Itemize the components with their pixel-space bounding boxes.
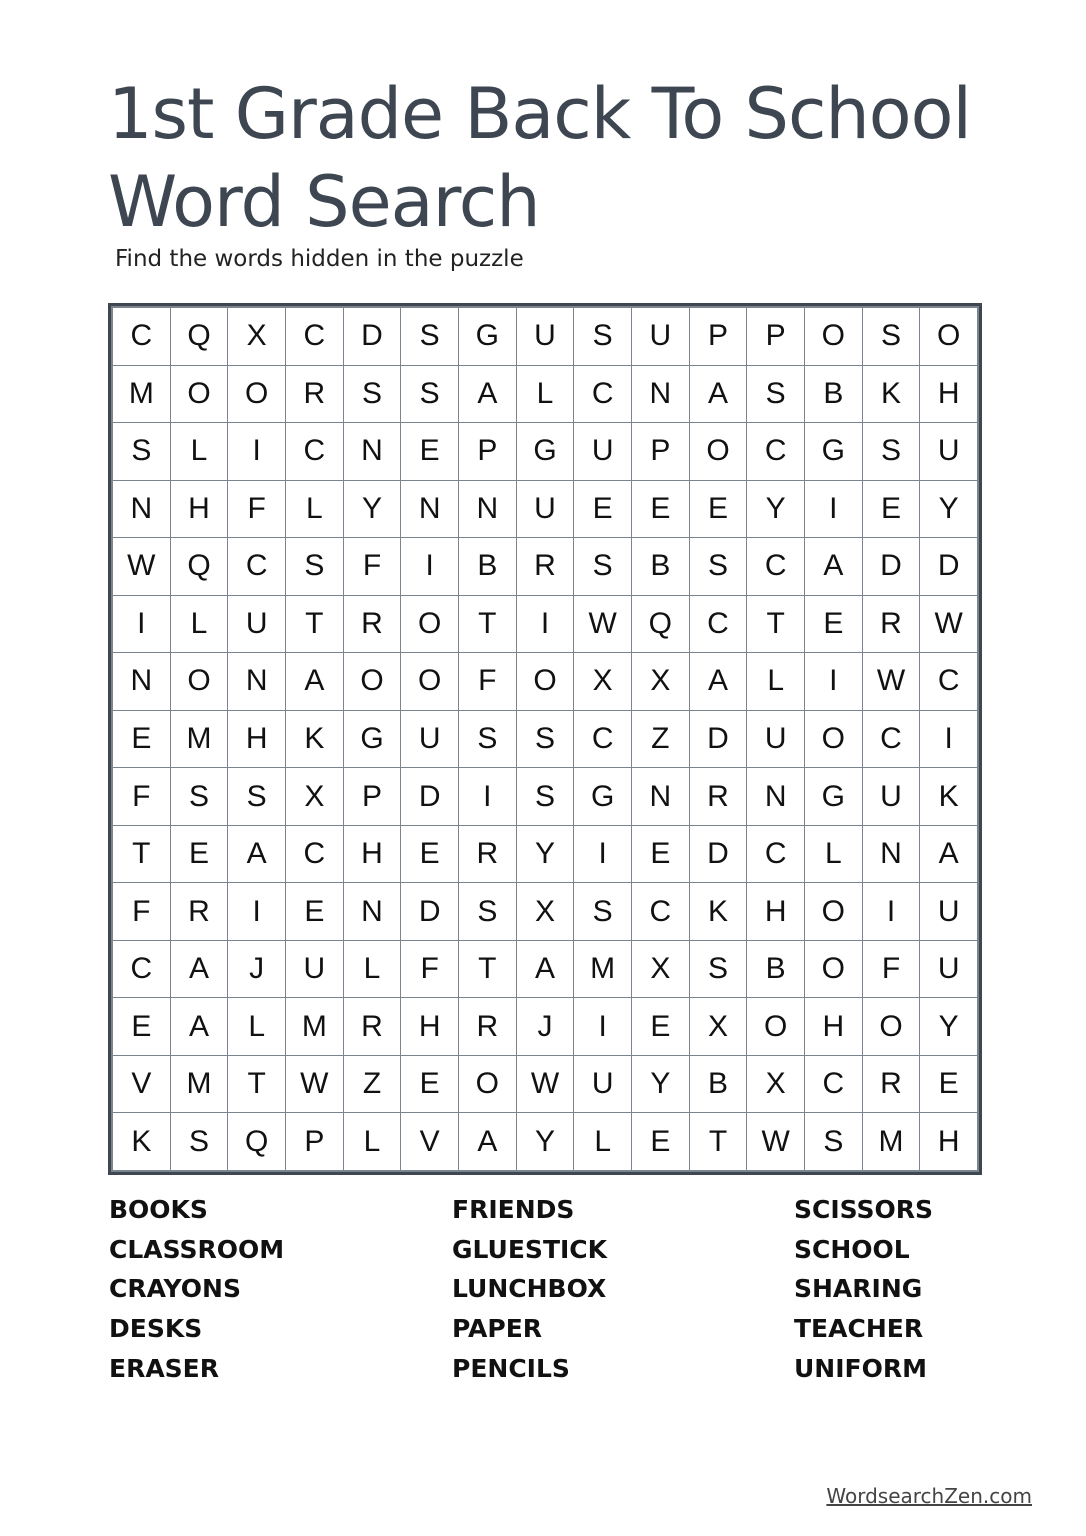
grid-cell[interactable]: F (113, 883, 170, 940)
grid-cell[interactable]: E (920, 1056, 977, 1113)
grid-cell[interactable]: E (632, 998, 689, 1055)
grid-cell[interactable]: C (228, 538, 285, 595)
word-list-item: SCHOOL (794, 1234, 910, 1264)
grid-cell[interactable]: S (228, 768, 285, 825)
grid-cell[interactable]: X (286, 768, 343, 825)
grid-cell[interactable]: U (517, 481, 574, 538)
grid-cell[interactable]: L (574, 1113, 631, 1170)
grid-cell[interactable]: E (632, 1113, 689, 1170)
grid-cell[interactable]: W (517, 1056, 574, 1113)
grid-cell[interactable]: O (690, 423, 747, 480)
grid-cell[interactable]: C (863, 711, 920, 768)
word-list-item: PAPER (452, 1314, 543, 1344)
grid-cell[interactable]: V (113, 1056, 170, 1113)
grid-cell[interactable]: R (459, 998, 516, 1055)
grid-cell[interactable]: G (805, 768, 862, 825)
grid-cell[interactable]: A (459, 366, 516, 423)
grid-cell[interactable]: C (574, 366, 631, 423)
grid-cell[interactable]: L (228, 998, 285, 1055)
grid-cell[interactable]: H (228, 711, 285, 768)
grid-cell[interactable]: I (113, 596, 170, 653)
grid-cell[interactable]: H (920, 366, 977, 423)
grid-cell[interactable]: C (286, 308, 343, 365)
grid-cell[interactable]: R (863, 1056, 920, 1113)
grid-cell[interactable]: Y (632, 1056, 689, 1113)
grid-cell[interactable]: R (690, 768, 747, 825)
grid-cell[interactable]: C (113, 941, 170, 998)
word-list-column-2 (452, 1190, 607, 1389)
grid-cell[interactable]: W (113, 538, 170, 595)
grid-cell[interactable]: G (517, 423, 574, 480)
grid-cell[interactable]: H (747, 883, 804, 940)
grid-cell[interactable]: B (459, 538, 516, 595)
grid-cell[interactable]: N (344, 423, 401, 480)
grid-cell[interactable]: P (286, 1113, 343, 1170)
grid-cell[interactable]: C (747, 538, 804, 595)
word-list-item: DESKS (109, 1314, 203, 1344)
word-list-item: FRIENDS (452, 1195, 575, 1224)
title-line-1: 1st Grade Back To School (108, 73, 971, 155)
grid-cell[interactable]: N (632, 768, 689, 825)
grid-cell[interactable]: Y (517, 1113, 574, 1170)
grid-cell[interactable]: J (228, 941, 285, 998)
grid-cell[interactable]: O (517, 653, 574, 710)
grid-cell[interactable]: D (920, 538, 977, 595)
grid-cell[interactable]: E (171, 826, 228, 883)
grid-cell[interactable]: C (113, 308, 170, 365)
grid-cell[interactable]: F (401, 941, 458, 998)
grid-cell[interactable]: X (747, 1056, 804, 1113)
grid-cell[interactable]: D (344, 308, 401, 365)
grid-cell[interactable]: U (574, 423, 631, 480)
grid-cell[interactable]: S (863, 308, 920, 365)
grid-cell[interactable]: I (228, 883, 285, 940)
grid-cell[interactable]: I (920, 711, 977, 768)
grid-cell[interactable]: S (401, 366, 458, 423)
grid-cell[interactable]: O (747, 998, 804, 1055)
grid-cell[interactable]: I (228, 423, 285, 480)
grid-cell[interactable]: U (920, 941, 977, 998)
word-list-item: SHARING (794, 1274, 923, 1304)
grid-cell[interactable]: W (920, 596, 977, 653)
grid-cell[interactable]: M (171, 711, 228, 768)
grid-cell[interactable]: B (632, 538, 689, 595)
grid-cell[interactable]: Y (344, 481, 401, 538)
grid-cell[interactable]: F (459, 653, 516, 710)
grid-cell[interactable]: Q (171, 308, 228, 365)
word-list-column-3 (794, 1190, 933, 1389)
grid-cell[interactable]: Y (920, 481, 977, 538)
grid-cell[interactable]: P (690, 308, 747, 365)
grid-cell[interactable]: C (632, 883, 689, 940)
grid-cell[interactable]: P (459, 423, 516, 480)
grid-cell[interactable]: T (459, 941, 516, 998)
grid-cell[interactable]: R (863, 596, 920, 653)
grid-cell[interactable]: S (747, 366, 804, 423)
grid-cell[interactable]: Q (632, 596, 689, 653)
grid-cell[interactable]: C (286, 423, 343, 480)
grid-cell[interactable]: U (574, 1056, 631, 1113)
grid-cell[interactable]: D (690, 826, 747, 883)
grid-cell[interactable]: L (805, 826, 862, 883)
grid-cell[interactable]: P (747, 308, 804, 365)
grid-cell[interactable]: P (632, 423, 689, 480)
grid-cell[interactable]: M (171, 1056, 228, 1113)
grid-cell[interactable]: N (228, 653, 285, 710)
grid-cell[interactable]: S (863, 423, 920, 480)
grid-cell[interactable]: K (113, 1113, 170, 1170)
grid-cell[interactable]: K (690, 883, 747, 940)
grid-cell[interactable]: F (113, 768, 170, 825)
grid-cell[interactable]: C (920, 653, 977, 710)
subtitle: Find the words hidden in the puzzle (115, 246, 524, 272)
word-list-item: UNIFORM (794, 1353, 927, 1383)
grid-cell[interactable]: O (228, 366, 285, 423)
grid-cell[interactable]: I (574, 826, 631, 883)
grid-cell[interactable]: O (401, 596, 458, 653)
grid-cell[interactable]: S (574, 308, 631, 365)
grid-cell[interactable]: U (517, 308, 574, 365)
grid-cell[interactable]: S (574, 538, 631, 595)
grid-cell[interactable]: I (574, 998, 631, 1055)
grid-cell[interactable]: H (344, 826, 401, 883)
grid-cell[interactable]: A (517, 941, 574, 998)
grid-cell[interactable]: S (171, 1113, 228, 1170)
grid-cell[interactable]: L (344, 941, 401, 998)
grid-cell[interactable]: O (401, 653, 458, 710)
grid-cell[interactable]: I (863, 883, 920, 940)
grid-cell[interactable]: H (920, 1113, 977, 1170)
grid-cell[interactable]: A (920, 826, 977, 883)
grid-cell[interactable]: E (863, 481, 920, 538)
grid-cell[interactable]: F (228, 481, 285, 538)
grid-cell[interactable]: D (863, 538, 920, 595)
grid-cell[interactable]: L (344, 1113, 401, 1170)
grid-cell[interactable]: U (632, 308, 689, 365)
grid-cell[interactable]: T (228, 1056, 285, 1113)
grid-cell[interactable]: G (459, 308, 516, 365)
grid-cell[interactable]: S (344, 366, 401, 423)
grid-cell[interactable]: T (286, 596, 343, 653)
grid-cell[interactable]: R (517, 538, 574, 595)
grid-cell[interactable]: T (690, 1113, 747, 1170)
grid-cell[interactable]: C (574, 711, 631, 768)
grid-cell[interactable]: A (171, 998, 228, 1055)
grid-cell[interactable]: C (805, 1056, 862, 1113)
grid-cell[interactable]: A (690, 653, 747, 710)
footer-link[interactable]: WordsearchZen.com (826, 1484, 1032, 1508)
grid-cell[interactable]: Z (632, 711, 689, 768)
grid-cell[interactable]: E (401, 826, 458, 883)
grid-cell[interactable]: N (113, 481, 170, 538)
grid-cell[interactable]: E (574, 481, 631, 538)
grid-cell[interactable]: S (690, 941, 747, 998)
grid-cell[interactable]: E (690, 481, 747, 538)
grid-cell[interactable]: K (863, 366, 920, 423)
grid-cell[interactable]: N (747, 768, 804, 825)
grid-cell[interactable]: R (286, 366, 343, 423)
grid-cell[interactable]: U (747, 711, 804, 768)
grid-cell[interactable]: X (632, 941, 689, 998)
grid-cell[interactable]: E (113, 711, 170, 768)
grid-cell[interactable]: H (171, 481, 228, 538)
grid-cell[interactable]: W (574, 596, 631, 653)
grid-cell[interactable]: X (517, 883, 574, 940)
page-title (108, 70, 1008, 246)
grid-cell[interactable]: B (690, 1056, 747, 1113)
grid-cell[interactable]: R (171, 883, 228, 940)
grid-cell[interactable]: S (459, 883, 516, 940)
grid-cell[interactable]: A (171, 941, 228, 998)
grid-cell[interactable]: N (401, 481, 458, 538)
grid-cell[interactable]: N (344, 883, 401, 940)
word-list-column-1 (109, 1190, 284, 1389)
grid-cell[interactable]: E (805, 596, 862, 653)
grid-cell[interactable]: N (459, 481, 516, 538)
grid-cell[interactable]: H (401, 998, 458, 1055)
grid-cell[interactable]: K (920, 768, 977, 825)
grid-cell[interactable]: L (747, 653, 804, 710)
grid-cell[interactable]: N (632, 366, 689, 423)
word-list-item: CLASSROOM (109, 1234, 285, 1264)
grid-cell[interactable]: C (690, 596, 747, 653)
grid-cell[interactable]: S (401, 308, 458, 365)
grid-cell[interactable]: M (863, 1113, 920, 1170)
puzzle-grid (113, 308, 977, 1170)
grid-cell[interactable]: E (632, 481, 689, 538)
grid-cell[interactable]: M (574, 941, 631, 998)
grid-cell[interactable]: U (228, 596, 285, 653)
grid-cell[interactable]: C (747, 826, 804, 883)
grid-cell[interactable]: D (401, 883, 458, 940)
grid-cell[interactable]: U (863, 768, 920, 825)
grid-cell[interactable]: E (401, 423, 458, 480)
grid-cell[interactable]: M (286, 998, 343, 1055)
word-list-item: ERASER (109, 1353, 220, 1383)
grid-cell[interactable]: A (228, 826, 285, 883)
grid-cell[interactable]: O (863, 998, 920, 1055)
grid-cell[interactable]: Y (747, 481, 804, 538)
grid-cell[interactable]: G (805, 423, 862, 480)
grid-cell[interactable]: A (459, 1113, 516, 1170)
grid-cell[interactable]: T (747, 596, 804, 653)
grid-cell[interactable]: F (344, 538, 401, 595)
grid-cell[interactable]: E (632, 826, 689, 883)
word-list-item: SCISSORS (794, 1195, 934, 1224)
grid-cell[interactable]: Y (517, 826, 574, 883)
grid-cell[interactable]: U (401, 711, 458, 768)
grid-cell[interactable]: S (805, 1113, 862, 1170)
word-list-item: LUNCHBOX (452, 1274, 607, 1304)
grid-cell[interactable]: W (286, 1056, 343, 1113)
grid-cell[interactable]: H (805, 998, 862, 1055)
grid-cell[interactable]: O (344, 653, 401, 710)
grid-cell[interactable]: C (747, 423, 804, 480)
word-list-item: GLUESTICK (452, 1234, 608, 1264)
grid-cell[interactable]: U (286, 941, 343, 998)
grid-cell[interactable]: I (517, 596, 574, 653)
grid-cell[interactable]: Q (228, 1113, 285, 1170)
word-list-item: TEACHER (794, 1314, 924, 1344)
grid-cell[interactable]: E (113, 998, 170, 1055)
grid-cell[interactable]: O (805, 711, 862, 768)
grid-cell[interactable]: T (459, 596, 516, 653)
grid-cell[interactable]: E (286, 883, 343, 940)
grid-cell[interactable]: K (286, 711, 343, 768)
grid-cell[interactable]: J (517, 998, 574, 1055)
grid-cell[interactable]: I (805, 481, 862, 538)
grid-cell[interactable]: Y (920, 998, 977, 1055)
grid-cell[interactable]: A (690, 366, 747, 423)
grid-cell[interactable]: C (286, 826, 343, 883)
grid-cell[interactable]: S (286, 538, 343, 595)
grid-cell[interactable]: W (747, 1113, 804, 1170)
grid-cell[interactable]: S (690, 538, 747, 595)
word-list-item: CRAYONS (109, 1274, 241, 1304)
grid-cell[interactable]: O (171, 653, 228, 710)
grid-cell[interactable]: O (459, 1056, 516, 1113)
grid-cell[interactable]: T (113, 826, 170, 883)
grid-cell[interactable]: B (747, 941, 804, 998)
grid-cell[interactable]: A (286, 653, 343, 710)
grid-cell[interactable]: L (171, 596, 228, 653)
title-line-2: Word Search (108, 161, 540, 243)
grid-cell[interactable]: F (863, 941, 920, 998)
grid-cell[interactable]: S (171, 768, 228, 825)
grid-cell[interactable]: N (863, 826, 920, 883)
grid-cell[interactable]: O (171, 366, 228, 423)
grid-cell[interactable]: A (805, 538, 862, 595)
grid-cell[interactable]: O (805, 308, 862, 365)
grid-cell[interactable]: S (517, 711, 574, 768)
grid-cell[interactable]: Z (344, 1056, 401, 1113)
grid-cell[interactable]: D (401, 768, 458, 825)
grid-cell[interactable]: G (574, 768, 631, 825)
grid-cell[interactable]: L (517, 366, 574, 423)
grid-cell[interactable]: U (920, 883, 977, 940)
grid-cell[interactable]: P (344, 768, 401, 825)
grid-cell[interactable]: S (517, 768, 574, 825)
grid-cell[interactable]: W (863, 653, 920, 710)
grid-cell[interactable]: S (574, 883, 631, 940)
grid-cell[interactable]: L (171, 423, 228, 480)
grid-cell[interactable]: R (459, 826, 516, 883)
grid-cell[interactable]: U (920, 423, 977, 480)
grid-cell[interactable]: O (920, 308, 977, 365)
word-list-item: BOOKS (109, 1195, 208, 1224)
grid-cell[interactable]: R (344, 998, 401, 1055)
grid-cell[interactable]: X (574, 653, 631, 710)
grid-cell[interactable]: S (459, 711, 516, 768)
grid-cell[interactable]: X (690, 998, 747, 1055)
grid-cell[interactable]: E (401, 1056, 458, 1113)
grid-cell[interactable]: X (228, 308, 285, 365)
grid-cell[interactable]: V (401, 1113, 458, 1170)
grid-cell[interactable]: I (805, 653, 862, 710)
grid-cell[interactable]: D (690, 711, 747, 768)
grid-cell[interactable]: S (113, 423, 170, 480)
grid-cell[interactable]: I (401, 538, 458, 595)
grid-cell[interactable]: G (344, 711, 401, 768)
grid-cell[interactable]: B (805, 366, 862, 423)
grid-cell[interactable]: O (805, 883, 862, 940)
grid-cell[interactable]: X (632, 653, 689, 710)
puzzle-grid-frame (108, 303, 982, 1175)
grid-cell[interactable]: O (805, 941, 862, 998)
grid-cell[interactable]: N (113, 653, 170, 710)
grid-cell[interactable]: R (344, 596, 401, 653)
grid-cell[interactable]: L (286, 481, 343, 538)
grid-cell[interactable]: Q (171, 538, 228, 595)
grid-cell[interactable]: M (113, 366, 170, 423)
grid-cell[interactable]: I (459, 768, 516, 825)
word-list-item: PENCILS (452, 1353, 570, 1383)
